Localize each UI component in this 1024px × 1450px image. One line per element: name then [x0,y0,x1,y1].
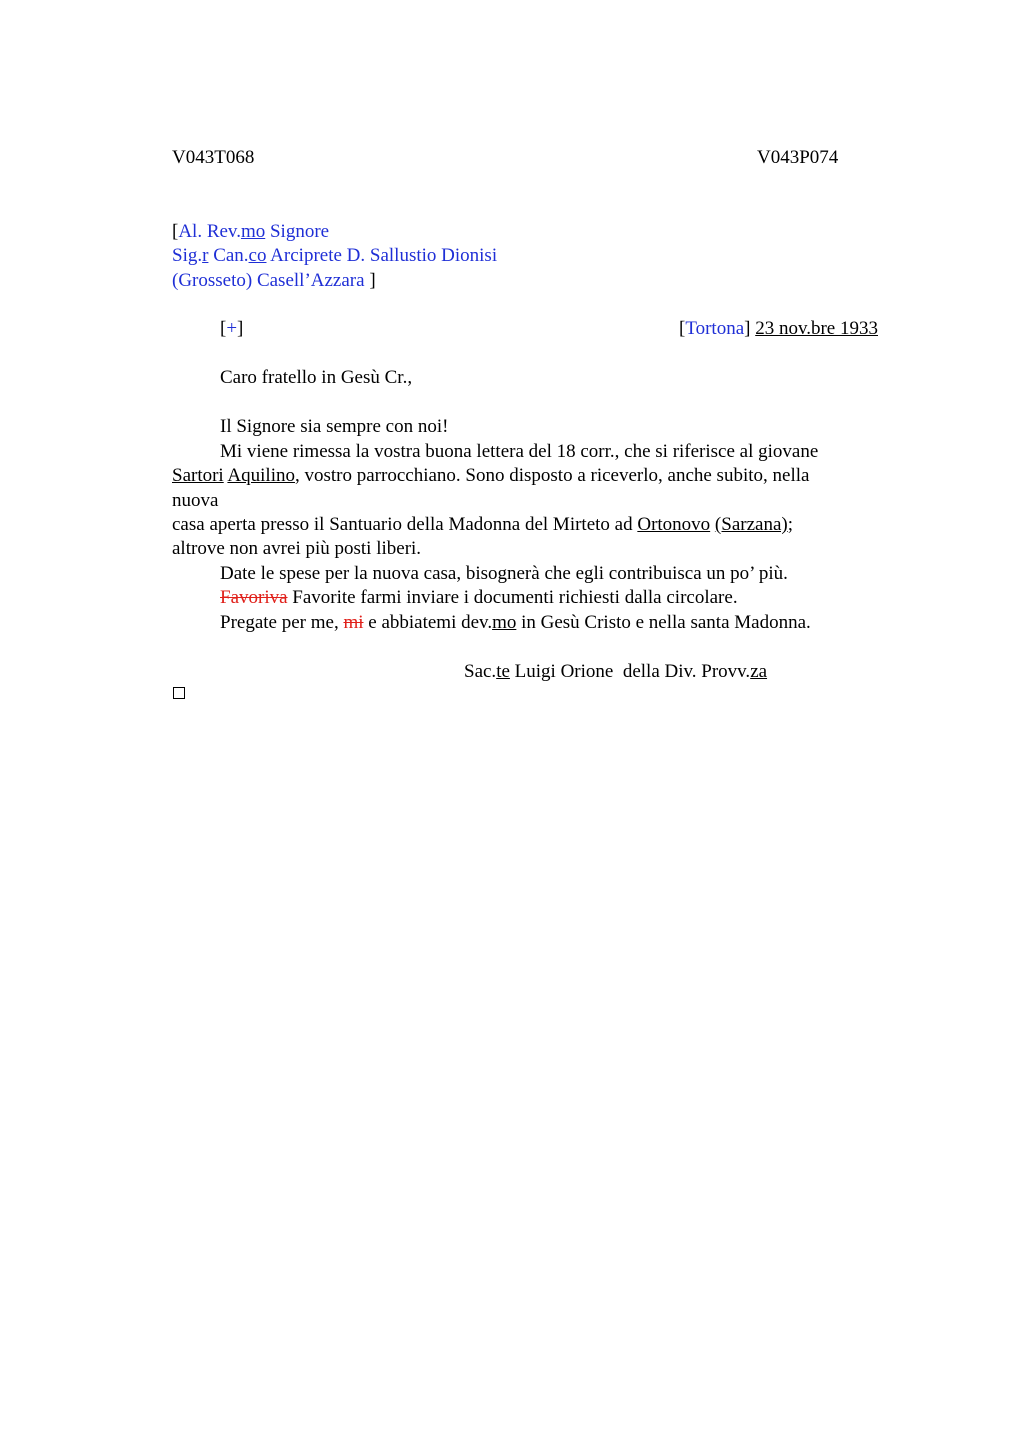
paragraph-3: Date le spese per la nuova casa, bisognerà che egli contribuisca un po’ più. [220,563,788,584]
dateline-date: 23 nov.bre 1933 [755,318,878,339]
end-marker-square-icon [173,687,185,699]
address-text: (Grosseto) Casell’Azzara [172,270,365,291]
bracket: ] [744,318,756,339]
person-surname: Sartori [172,465,224,486]
paragraph-2-line-5: altrove non avrei più posti liberi. [172,538,422,559]
paragraph-4 [220,587,738,609]
address-text: Al. Rev. [178,221,241,242]
dateline [679,318,878,340]
paragraph-2-line-2 [172,465,809,487]
address-text: Arciprete D. Sallustio Dionisi [266,245,498,266]
text: Luigi Orione della Div. Provv. [509,661,751,682]
place-name: (Sarzana) [714,514,788,535]
text: Sac. [464,661,497,682]
place-name: Ortonovo [637,514,711,535]
dateline-place: Tortona [685,318,745,339]
address-abbrev: mo [240,221,266,242]
text: Favorite farmi inviare i documenti richiesti dalla circolare. [287,587,738,608]
document-code-right: V043P074 [757,147,839,168]
address-text: Can. [208,245,249,266]
address-text: Signore [265,221,330,242]
deleted-word: Favoriva [220,587,288,608]
address-line-1 [172,221,329,243]
address-text: Sig. [172,245,203,266]
cross-mark [220,318,243,340]
person-name: Aquilino [227,465,295,486]
deleted-word: mi [343,612,364,633]
address-line-3 [172,270,376,292]
signature [464,661,767,683]
text: e abbiatemi dev. [363,612,493,633]
bracket: [ [678,318,686,339]
paragraph-2-line-4 [172,514,793,536]
abbrev-suffix: mo [492,612,517,633]
paragraph-5 [220,612,811,634]
abbrev-suffix: te [496,661,510,682]
address-line-2 [172,245,497,267]
paragraph-2-line-1: Mi viene rimessa la vostra buona lettera del 18 corr., che si riferisce al giovane [220,441,819,462]
text: in Gesù Cristo e nella santa Madonna. [516,612,811,633]
bracket: [ [172,221,179,242]
abbrev-suffix: za [750,661,768,682]
paragraph-1: Il Signore sia sempre con noi! [220,416,449,437]
text: casa aperta presso il Santuario della Madonna del Mirteto ad [172,514,638,535]
salutation: Caro fratello in Gesù Cr., [220,367,413,388]
paragraph-2-line-3: nuova [172,490,219,511]
address-abbrev: r [202,245,209,266]
text: ; [787,514,793,535]
text: Pregate per me, [220,612,344,633]
address-abbrev: co [248,245,267,266]
cross-icon: + [226,318,238,339]
bracket: [ [220,318,227,339]
bracket: ] [237,318,244,339]
bracket: ] [364,270,376,291]
document-code-left: V043T068 [172,147,255,168]
text: , vostro parrocchiano. Sono disposto a riceverlo, anche subito, nella [294,465,810,486]
